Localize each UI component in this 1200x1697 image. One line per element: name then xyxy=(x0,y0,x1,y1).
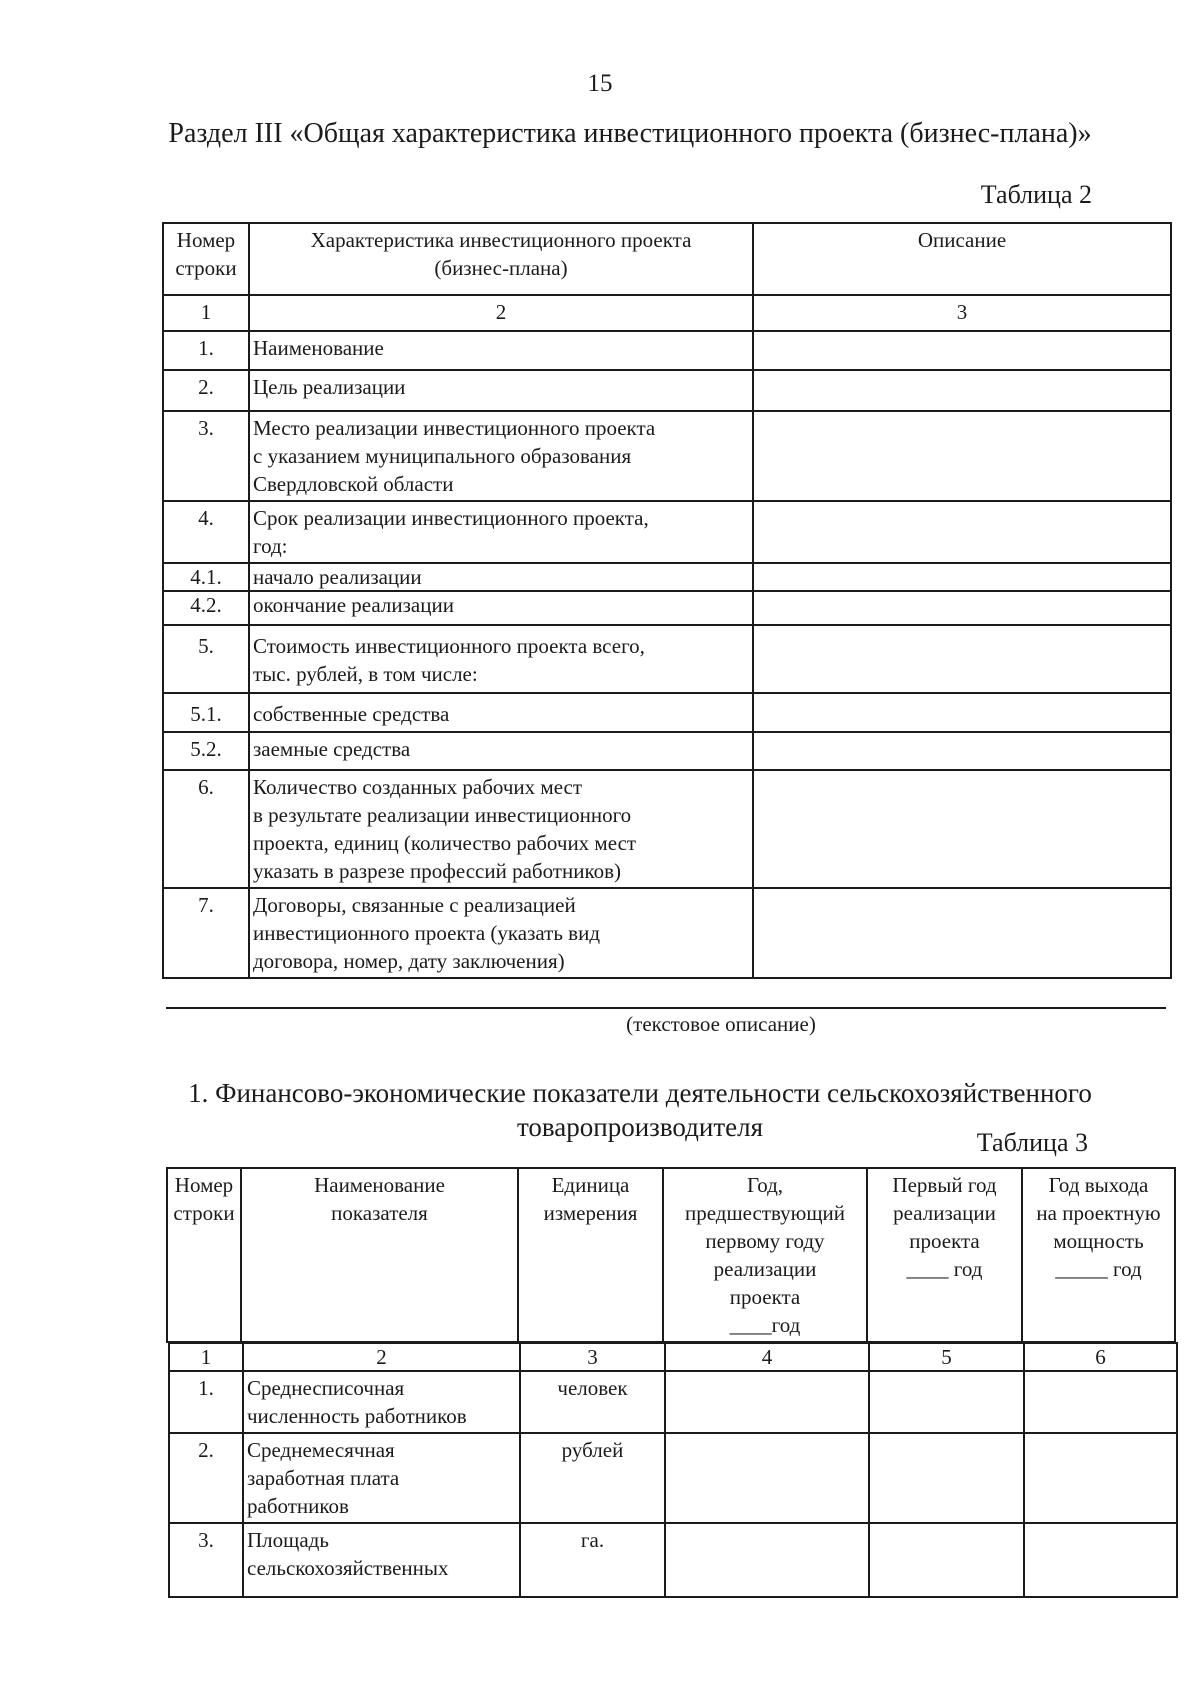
table-row xyxy=(163,370,1171,411)
header-line: Первый год xyxy=(892,1173,997,1197)
description-underline xyxy=(166,1007,1166,1009)
row-label-line: работников xyxy=(247,1494,349,1518)
row-label xyxy=(249,888,753,978)
header-line: измерения xyxy=(543,1201,638,1225)
row-label xyxy=(243,1523,520,1597)
col-number: 3 xyxy=(520,1343,665,1371)
row-value xyxy=(665,1371,869,1433)
row-number: 5.1. xyxy=(163,693,249,732)
row-number: 4. xyxy=(163,501,249,563)
table-row xyxy=(163,563,1171,591)
row-unit: рублей xyxy=(520,1433,665,1523)
row-label-line: Стоимость инвестиционного проекта всего, xyxy=(253,634,645,658)
header-line: Характеристика инвестиционного проекта xyxy=(310,228,692,252)
row-unit: человек xyxy=(520,1371,665,1433)
table-row xyxy=(163,693,1171,732)
row-number: 2. xyxy=(169,1433,243,1523)
text-description-caption: (текстовое описание) xyxy=(626,1012,816,1036)
header-line: строки xyxy=(175,256,237,280)
header-line: Номер xyxy=(176,228,236,252)
table-2-header-characteristic xyxy=(249,223,753,295)
table-3-header-unit xyxy=(518,1168,663,1342)
table-row xyxy=(163,591,1171,625)
header-line: Год выхода xyxy=(1048,1173,1149,1197)
col-number: 1 xyxy=(163,295,249,331)
table-row xyxy=(169,1371,1177,1433)
row-value xyxy=(665,1433,869,1523)
header-line: ____год xyxy=(729,1313,801,1337)
row-value xyxy=(753,732,1171,770)
header-line: реализации xyxy=(893,1201,996,1225)
header-line: Наименование xyxy=(314,1173,445,1197)
row-label-line: указать в разрезе профессий работников) xyxy=(253,859,621,883)
row-label-line: Место реализации инвестиционного проекта xyxy=(253,416,656,440)
row-label xyxy=(249,693,753,732)
row-label-line: проекта, единиц (количество рабочих мест xyxy=(253,831,637,855)
header-line: Единица xyxy=(551,1173,630,1197)
row-label-line: год: xyxy=(253,534,288,558)
row-number: 7. xyxy=(163,888,249,978)
row-value xyxy=(753,411,1171,501)
subsection-title-line: товаропроизводителя xyxy=(516,1112,764,1142)
row-number: 5. xyxy=(163,625,249,693)
header-line: Год, xyxy=(746,1173,784,1197)
row-value xyxy=(869,1371,1024,1433)
row-value xyxy=(1024,1371,1177,1433)
table-row xyxy=(169,1523,1177,1597)
header-line: (бизнес-плана) xyxy=(434,256,568,280)
row-label-line: Свердловской области xyxy=(253,472,454,496)
header-line: предшествующий xyxy=(684,1201,845,1225)
table-row xyxy=(163,625,1171,693)
row-label-line: с указанием муниципального образования xyxy=(253,444,632,468)
col-number: 6 xyxy=(1024,1343,1177,1371)
row-label xyxy=(249,563,753,591)
table-2-header-num xyxy=(163,223,249,295)
subsection-title-line: 1. Финансово-экономические показатели деятельности сельскохозяйственного xyxy=(188,1078,1092,1108)
header-line: проекта xyxy=(909,1229,980,1253)
table-row xyxy=(163,732,1171,770)
col-number: 4 xyxy=(665,1343,869,1371)
row-label-line: заработная плата xyxy=(247,1466,400,1490)
row-label-line: Договоры, связанные с реализацией xyxy=(253,893,576,917)
header-line: строки xyxy=(173,1201,235,1225)
col-number: 5 xyxy=(869,1343,1024,1371)
table-3-body xyxy=(168,1342,1178,1598)
row-label-line: Наименование xyxy=(253,336,384,360)
table-3-caption: Таблица 3 xyxy=(976,1128,1088,1157)
row-label-line: Количество созданных рабочих мест xyxy=(253,775,583,799)
row-number: 6. xyxy=(163,770,249,888)
row-label-line: заемные средства xyxy=(253,737,411,761)
table-row xyxy=(163,770,1171,888)
table-row xyxy=(169,1433,1177,1523)
row-label-line: тыс. рублей, в том числе: xyxy=(253,662,478,686)
row-number: 5.2. xyxy=(163,732,249,770)
row-label-line: Площадь xyxy=(247,1528,329,1552)
table-2-caption: Таблица 2 xyxy=(980,180,1092,209)
row-value xyxy=(665,1523,869,1597)
table-3-header-capacity-year xyxy=(1022,1168,1175,1342)
row-number: 1. xyxy=(169,1371,243,1433)
row-value xyxy=(1024,1433,1177,1523)
row-number: 4.1. xyxy=(163,563,249,591)
row-label xyxy=(249,625,753,693)
row-value xyxy=(869,1433,1024,1523)
page-number: 15 xyxy=(587,70,613,97)
row-value xyxy=(753,501,1171,563)
row-label xyxy=(249,501,753,563)
table-2-header-description: Описание xyxy=(753,223,1171,295)
header-line: показателя xyxy=(331,1201,428,1225)
table-3-header-first-year xyxy=(867,1168,1022,1342)
row-label-line: Среднесписочная xyxy=(247,1376,405,1400)
row-value xyxy=(753,563,1171,591)
row-value xyxy=(869,1523,1024,1597)
table-row xyxy=(163,501,1171,563)
table-3-header-num xyxy=(167,1168,241,1342)
header-line: Номер xyxy=(174,1173,234,1197)
row-value xyxy=(753,625,1171,693)
row-unit: га. xyxy=(520,1523,665,1597)
row-label-line: инвестиционного проекта (указать вид xyxy=(253,921,601,945)
row-label-line: собственные средства xyxy=(253,702,450,726)
row-number: 3. xyxy=(163,411,249,501)
row-label-line: сельскохозяйственных xyxy=(247,1556,449,1580)
row-label-line: Среднемесячная xyxy=(247,1438,395,1462)
row-label-line: окончание реализации xyxy=(253,593,454,617)
row-label xyxy=(243,1433,520,1523)
col-number: 3 xyxy=(753,295,1171,331)
row-value xyxy=(1024,1523,1177,1597)
row-value xyxy=(753,370,1171,411)
row-label-line: численность работников xyxy=(247,1404,467,1428)
header-line: ____ год xyxy=(906,1257,983,1281)
row-label xyxy=(243,1371,520,1433)
row-label xyxy=(249,370,753,411)
row-label xyxy=(249,331,753,370)
row-label xyxy=(249,770,753,888)
row-label-line: начало реализации xyxy=(253,565,422,589)
row-label-line: договора, номер, дату заключения) xyxy=(253,949,565,973)
header-line: проекта xyxy=(729,1285,801,1309)
table-row xyxy=(163,888,1171,978)
table-3-header-prior-year xyxy=(663,1168,867,1342)
header-line: первому году xyxy=(705,1229,825,1253)
row-value xyxy=(753,888,1171,978)
row-label-line: в результате реализации инвестиционного xyxy=(253,803,632,827)
table-3-header-indicator xyxy=(241,1168,518,1342)
section-title: Раздел III «Общая характеристика инвестиционного проекта (бизнес-плана)» xyxy=(168,118,1092,149)
col-number: 1 xyxy=(169,1343,243,1371)
row-number: 3. xyxy=(169,1523,243,1597)
row-label xyxy=(249,411,753,501)
row-number: 4.2. xyxy=(163,591,249,625)
table-row xyxy=(163,411,1171,501)
table-row xyxy=(163,331,1171,370)
table-3-header xyxy=(166,1167,1176,1343)
row-value xyxy=(753,331,1171,370)
row-label xyxy=(249,591,753,625)
col-number: 2 xyxy=(249,295,753,331)
row-number: 1. xyxy=(163,331,249,370)
header-line: реализации xyxy=(713,1257,817,1281)
header-line: мощность xyxy=(1053,1229,1144,1253)
header-line: _____ год xyxy=(1055,1257,1142,1281)
header-line: на проектную xyxy=(1036,1201,1161,1225)
row-value xyxy=(753,693,1171,732)
row-label-line: Цель реализации xyxy=(253,375,406,399)
row-label xyxy=(249,732,753,770)
row-value xyxy=(753,770,1171,888)
row-label-line: Срок реализации инвестиционного проекта, xyxy=(253,506,649,530)
row-value xyxy=(753,591,1171,625)
table-2 xyxy=(162,222,1172,979)
row-number: 2. xyxy=(163,370,249,411)
col-number: 2 xyxy=(243,1343,520,1371)
